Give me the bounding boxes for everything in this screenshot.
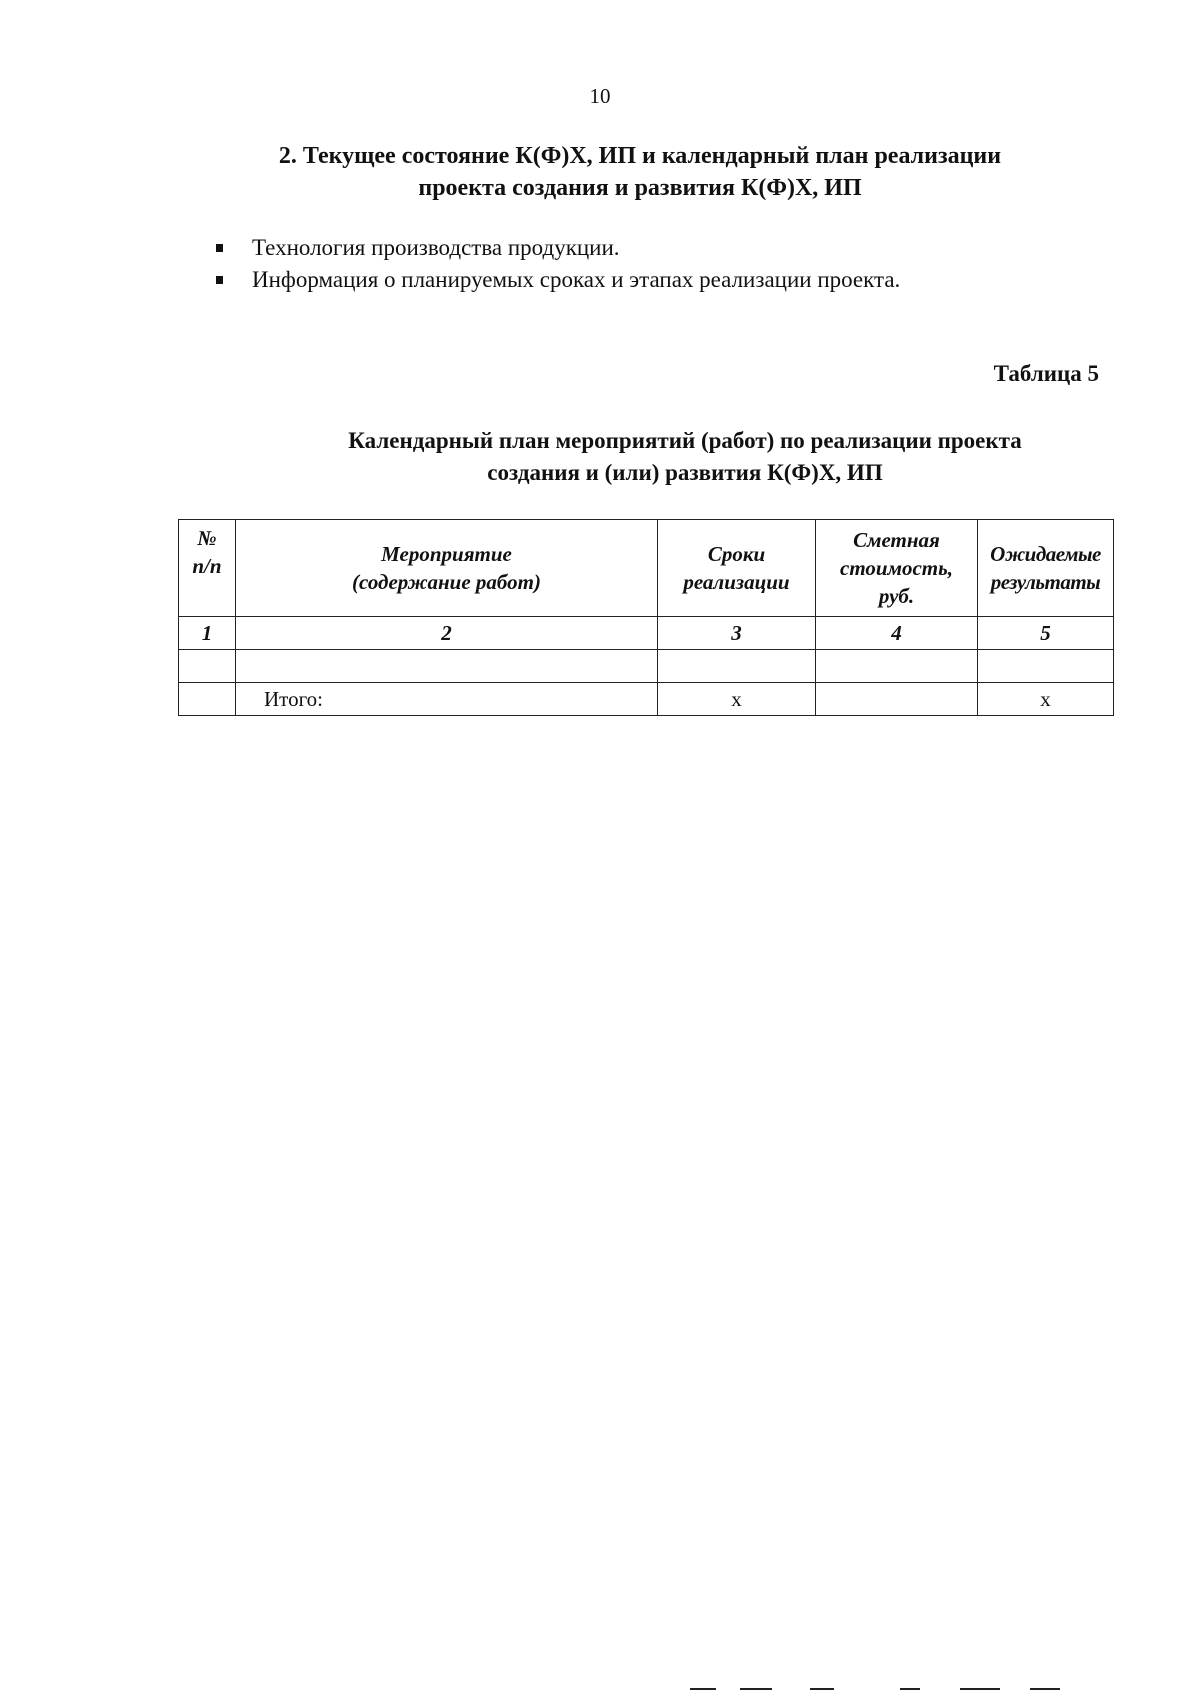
header-cost-line-2: стоимость,: [840, 556, 953, 580]
table-cell: 5: [978, 617, 1114, 650]
table-cell: 2: [236, 617, 658, 650]
bullet-item: [212, 232, 1112, 264]
header-results-line-2: результаты: [990, 570, 1101, 594]
table-cell: [978, 650, 1114, 683]
table-cell: [816, 650, 978, 683]
header-terms: [658, 520, 816, 617]
scan-mark: [1030, 1688, 1060, 1690]
table-cell: x: [978, 683, 1114, 716]
column-number-row: [179, 617, 1114, 650]
bullet-text: Технология производства продукции.: [252, 235, 620, 260]
bullet-text: Информация о планируемых сроках и этапах реализации проекта.: [252, 267, 901, 292]
header-activity: [236, 520, 658, 617]
section-title-line-1: 2. Текущее состояние К(Ф)Х, ИП и календарный план реализации: [278, 143, 1002, 169]
table-row: [179, 650, 1114, 683]
total-label-cell: Итого:: [236, 683, 658, 716]
table-title-line-2: создания и (или) развития К(Ф)Х, ИП: [487, 460, 883, 485]
square-bullet-icon: [216, 244, 223, 252]
header-results-line-1: Ожидаемые: [990, 542, 1101, 566]
table-cell: x: [658, 683, 816, 716]
header-terms-line-2: реализации: [683, 570, 790, 594]
scan-mark: [900, 1688, 920, 1690]
scan-mark: [960, 1688, 1000, 1690]
header-number-line-1: №: [197, 526, 217, 550]
square-bullet-icon: [216, 276, 223, 284]
bullet-list: [212, 232, 1112, 296]
scan-mark: [740, 1688, 772, 1690]
header-activity-line-1: Мероприятие: [381, 542, 512, 566]
bullet-item: [212, 264, 1112, 296]
table-cell: 3: [658, 617, 816, 650]
table-cell: [179, 650, 236, 683]
calendar-plan-table: [178, 519, 1114, 716]
total-row: [179, 683, 1114, 716]
table-cell: 4: [816, 617, 978, 650]
table-cell: 1: [179, 617, 236, 650]
footer-scan-marks: [690, 1688, 1150, 1691]
header-cost-line-1: Сметная: [853, 528, 940, 552]
scan-mark: [810, 1688, 834, 1690]
header-terms-line-1: Сроки: [707, 542, 766, 566]
table-cell: [816, 683, 978, 716]
table-cell: [658, 650, 816, 683]
table-caption: Таблица 5: [993, 361, 1099, 386]
table-cell: [179, 683, 236, 716]
table-title: [265, 425, 1105, 489]
header-number: [179, 520, 236, 617]
section-title-line-2: проекта создания и развития К(Ф)Х, ИП: [418, 175, 862, 201]
header-activity-line-2: (содержание работ): [352, 570, 541, 594]
table-title-line-1: Календарный план мероприятий (работ) по реализации проекта: [348, 428, 1022, 453]
table-cell: [236, 650, 658, 683]
table-header-row: [179, 520, 1114, 617]
header-cost-line-3: руб.: [878, 584, 915, 608]
section-title: [200, 140, 1080, 204]
page-number: 10: [589, 84, 611, 108]
header-number-line-2: п/п: [192, 554, 222, 578]
header-cost: [816, 520, 978, 617]
scan-mark: [690, 1688, 716, 1690]
header-results: [978, 520, 1114, 617]
